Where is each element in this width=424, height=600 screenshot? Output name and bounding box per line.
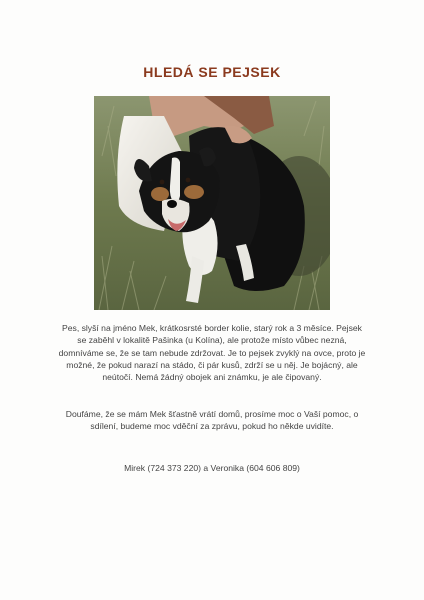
appeal-paragraph: Doufáme, že se mám Mek šťastně vrátí domů, prosíme moc o Vaší pomoc, o sdílení, budeme moc vděční za zprávu, pokud ho někde uvidíte.	[65, 409, 359, 432]
description-paragraph: Pes, slyší na jméno Mek, krátkosrsté border kolie, starý rok a 3 měsíce. Pejsek se zaběhl v lokalitě Pašinka (u Kolína), ale protože místo vůbec nezná, domníváme se, že se tam nebude zdržovat. Je to pejsek zvyklý na ovce, proto je možné, že pokud narazí na stádo, či pár kusů, zdrží se u něj. Je bojácný, ale neútočí. Nemá žádný obojek ani známku, je ale čipovaný.	[58, 323, 366, 383]
contact-line: Mirek (724 373 220) a Veronika (604 606 809)	[124, 463, 300, 473]
dog-photo	[94, 96, 330, 310]
poster-title: HLEDÁ SE PEJSEK	[143, 64, 281, 80]
